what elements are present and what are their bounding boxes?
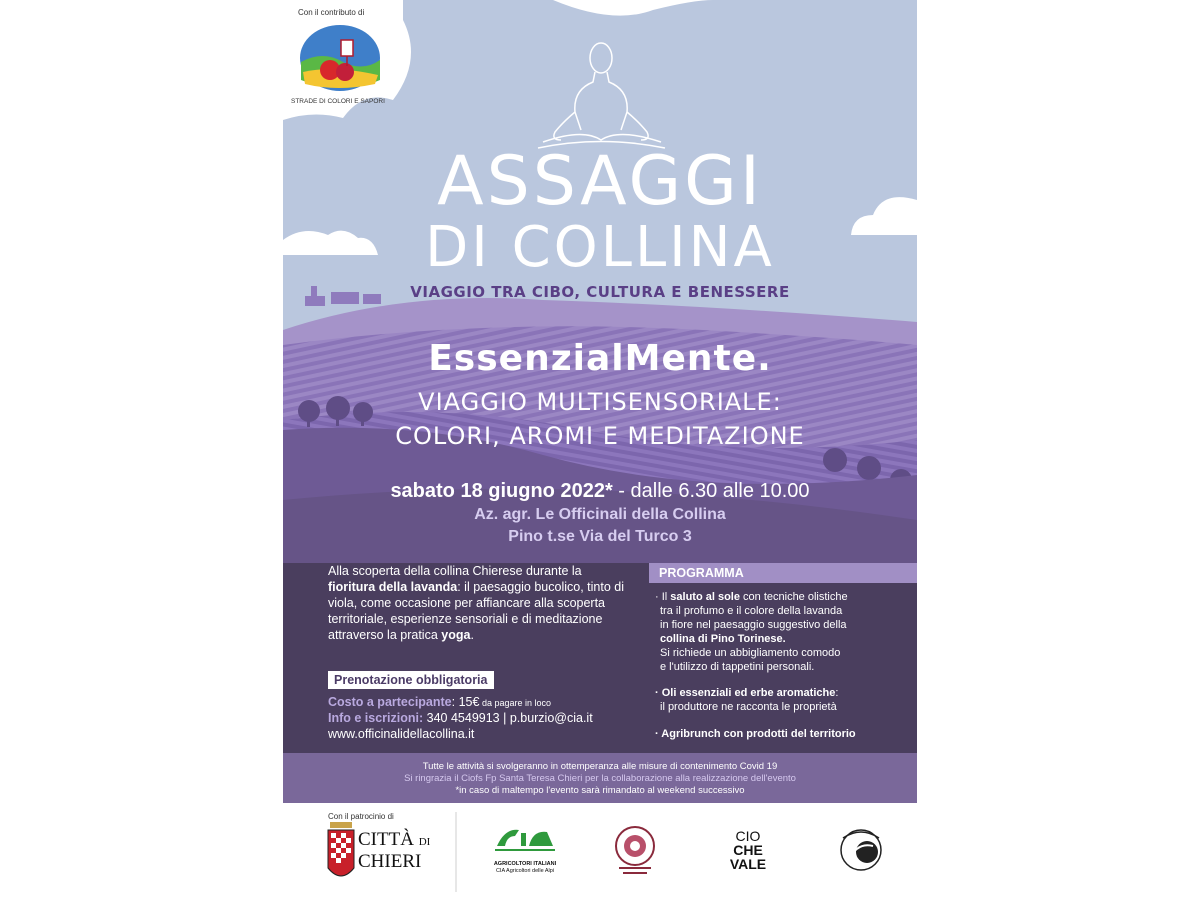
item-highlight: · Agribrunch con prodotti del territorio — [655, 728, 856, 740]
cio-text: CIO — [735, 828, 761, 844]
info-contact[interactable]: 340 4549913 | p.burzio@cia.it — [423, 711, 593, 725]
cost-note: da pagare in loco — [479, 698, 552, 708]
footer-covid-note: Tutte le attività si svolgeranno in ottemperanza alle misure di contenimento Covid 19 — [422, 761, 778, 772]
programma-item-1 — [655, 590, 895, 674]
cia-text: CIA Agricoltori delle Alpi — [495, 868, 555, 874]
patronage-label: Con il patrocinio di — [328, 812, 394, 821]
intro-text: : il paesaggio bucolico, tinto di viola, come occasione per affiancare alla scoperta territoriale, esperienze sensoriali e di meditazione attraverso la pratica — [328, 580, 624, 642]
title-line2: DI COLLINA — [425, 215, 775, 280]
event-date: sabato 18 giugno 2022* — [390, 480, 613, 502]
cost-line — [328, 695, 551, 709]
title-line1: ASSAGGI — [437, 142, 763, 221]
item-text: con tecniche olistiche — [739, 591, 848, 603]
event-venue: Az. agr. Le Officinali della Collina — [474, 506, 726, 523]
intro-highlight: yoga — [441, 628, 471, 642]
cost-value: : 15€ — [451, 695, 480, 709]
booking-required-label: Prenotazione obbligatoria — [328, 671, 494, 689]
chieri-text: CHIERI — [358, 851, 422, 872]
ciochevale-logo — [725, 829, 771, 871]
chieri-text: DI — [418, 836, 431, 848]
strade-logo-text: STRADE DI COLORI E SAPORI — [291, 98, 385, 105]
item-highlight: saluto al sole — [670, 591, 740, 603]
title-subtitle: VIAGGIO TRA CIBO, CULTURA E BENESSERE — [410, 283, 790, 301]
event-datetime — [283, 480, 917, 503]
chieri-text: CITTÀ — [358, 829, 414, 850]
santena-fitness-logo-icon — [841, 830, 881, 870]
footer-thanks: Si ringrazia il Ciofs Fp Santa Teresa Chieri per la collaborazione alla realizzazione dell'evento — [404, 773, 796, 784]
event-name: EssenzialMente. — [428, 338, 772, 379]
event-time: - dalle 6.30 alle 10.00 — [612, 480, 810, 502]
chieri-crest-icon — [328, 822, 354, 876]
programma-item-2 — [655, 686, 895, 714]
info-line — [328, 711, 593, 725]
item-highlight: collina di Pino Torinese. — [660, 633, 786, 645]
cia-logo-text — [493, 861, 557, 875]
event-poster — [283, 0, 917, 900]
item-text: tra il profumo e il colore della lavanda — [660, 605, 843, 617]
bullet: · Il — [655, 591, 671, 603]
item-highlight: · Oli essenziali ed erbe aromatiche — [655, 687, 836, 699]
cost-label: Costo a partecipante — [328, 695, 452, 709]
info-label: Info e iscrizioni: — [328, 711, 424, 725]
intro-text: Alla scoperta della collina Chierese durante la — [328, 564, 582, 578]
event-tagline-1: VIAGGIO MULTISENSORIALE: — [418, 388, 782, 416]
cio-text: VALE — [729, 856, 767, 872]
website-link[interactable]: www.officinalidellacollina.it — [328, 727, 475, 741]
item-text: : — [835, 687, 839, 699]
intro-text: . — [470, 628, 474, 642]
cia-text: AGRICOLTORI ITALIANI — [493, 861, 557, 867]
item-text: Si richiede un abbigliamento comodo — [660, 647, 841, 659]
contribution-label: Con il contributo di — [298, 8, 365, 17]
event-tagline-2: COLORI, AROMI E MEDITAZIONE — [395, 422, 805, 450]
item-text: in fiore nel paesaggio suggestivo della — [660, 619, 847, 631]
strade-logo-icon — [300, 25, 380, 91]
item-text: e l'utilizzo di tappetini personali. — [660, 661, 815, 673]
programma-heading: PROGRAMMA — [649, 563, 917, 583]
cio-text: CHE — [733, 842, 763, 858]
event-address: Pino t.se Via del Turco 3 — [508, 528, 692, 545]
item-text: il produttore ne racconta le proprietà — [660, 701, 837, 713]
chieri-logo-text — [358, 830, 430, 872]
footer-weather-note: *in caso di maltempo l'evento sarà rimandato al weekend successivo — [455, 785, 745, 796]
intro-highlight: fioritura della lavanda — [328, 580, 458, 594]
programma-item-3 — [655, 727, 895, 741]
intro-paragraph — [328, 563, 628, 643]
